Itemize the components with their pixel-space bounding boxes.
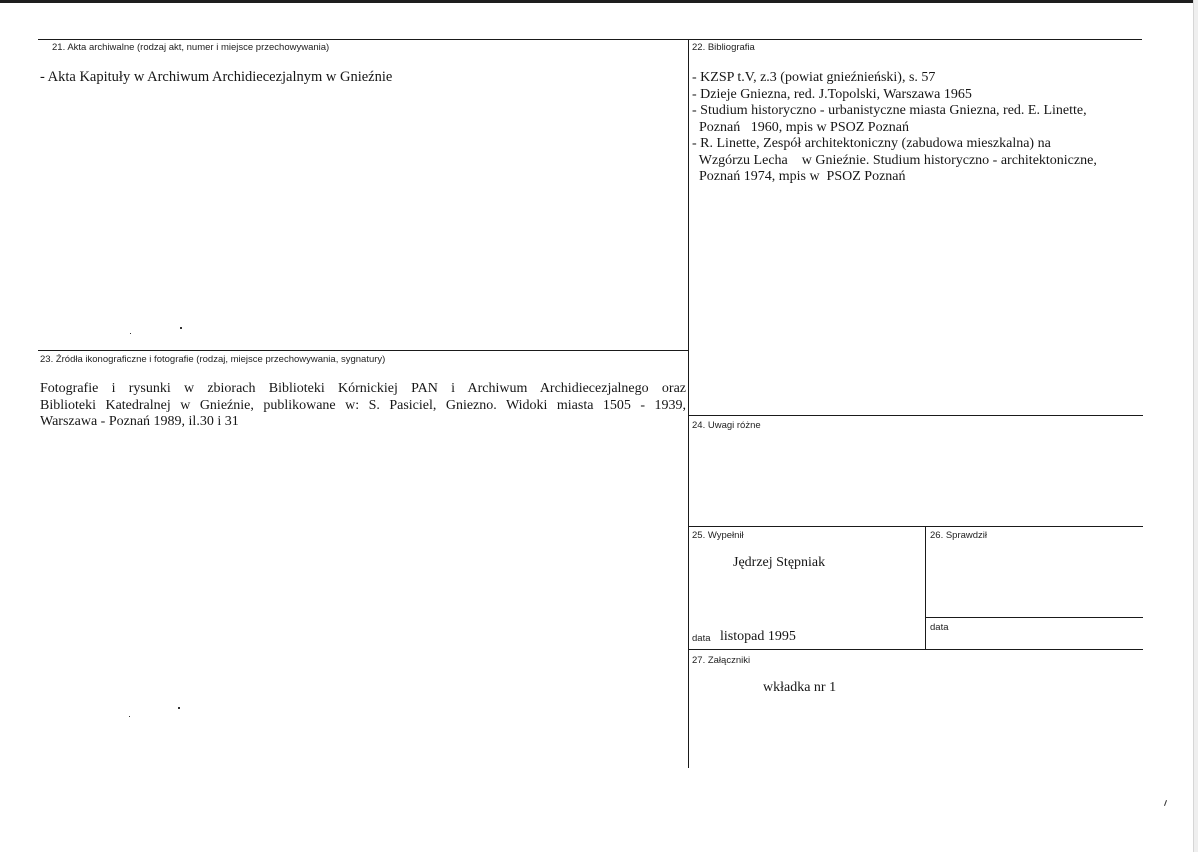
section-25-date-value: listopad 1995 xyxy=(720,629,796,644)
sources-line: Biblioteki Katedralnej w Gnieźnie, publikowane w: S. Pasiciel, Gniezno. Widoki miasta 1505 - 1939, xyxy=(40,397,686,413)
bibliography-entry: Poznań 1974, mpis w PSOZ Poznań xyxy=(692,169,906,184)
attachments-value: wkładka nr 1 xyxy=(763,680,837,695)
section-23-label: 23. Źródła ikonograficzne i fotografie (rodzaj, miejsce przechowywania, sygnatury) xyxy=(40,354,386,365)
sources-line: Warszawa - Poznań 1989, il.30 i 31 xyxy=(40,414,239,429)
bibliography-entry: - Dzieje Gniezna, red. J.Topolski, Warszawa 1965 xyxy=(692,86,972,102)
scan-top-edge xyxy=(0,0,1198,3)
section-24-label: 24. Uwagi różne xyxy=(692,420,761,431)
bibliography-entry: - KZSP t.V, z.3 (powiat gnieźnieński), s. 57 xyxy=(692,70,936,85)
bibliography-entry: Poznań 1960, mpis w PSOZ Poznań xyxy=(692,119,909,135)
section-22-bibliography xyxy=(692,70,1142,186)
scan-speck xyxy=(130,333,131,334)
section-22-bottom-rule xyxy=(688,415,1143,416)
section-26-label: 26. Sprawdził xyxy=(930,530,988,541)
filled-by-name: Jędrzej Stępniak xyxy=(733,555,826,570)
top-rule xyxy=(38,39,1142,40)
bibliography-entry: - Studium historyczno - urbanistyczne miasta Gniezna, red. E. Linette, xyxy=(692,103,1087,118)
scan-speck xyxy=(180,327,182,329)
bibliography-entry: Wzgórzu Lecha w Gnieźnie. Studium historyczno - architektoniczne, xyxy=(692,152,1097,168)
scan-speck xyxy=(178,707,180,709)
section-26-date-label: data xyxy=(930,622,949,633)
bibliography-entry: - R. Linette, Zespół architektoniczny (zabudowa mieszkalna) na xyxy=(692,136,1051,151)
section-23-sources xyxy=(40,381,686,431)
center-divider xyxy=(688,39,689,768)
section-24-bottom-rule xyxy=(688,526,1143,527)
scan-speck xyxy=(129,716,130,717)
section-21-label: 21. Akta archiwalne (rodzaj akt, numer i miejsce przechowywania) xyxy=(52,42,330,53)
section-25-date-label: data xyxy=(692,633,711,644)
section-25-bottom-rule xyxy=(688,649,1143,650)
section-25-label: 25. Wypełnił xyxy=(692,530,744,541)
scan-right-edge xyxy=(1193,0,1198,852)
section-25-26-divider xyxy=(925,526,926,649)
scan-speck xyxy=(1164,800,1167,806)
section-26-date-rule xyxy=(925,617,1143,618)
section-22-label: 22. Bibliografia xyxy=(692,42,755,53)
sources-line: Fotografie i rysunki w zbiorach Biblioteki Kórnickiej PAN i Archiwum Archidiecezjalnego oraz xyxy=(40,381,686,396)
section-27-label: 27. Załączniki xyxy=(692,655,751,666)
section-21-bottom-rule xyxy=(38,350,689,351)
section-21-entry: - Akta Kapituły w Archiwum Archidiecezjalnym w Gnieźnie xyxy=(40,69,393,85)
